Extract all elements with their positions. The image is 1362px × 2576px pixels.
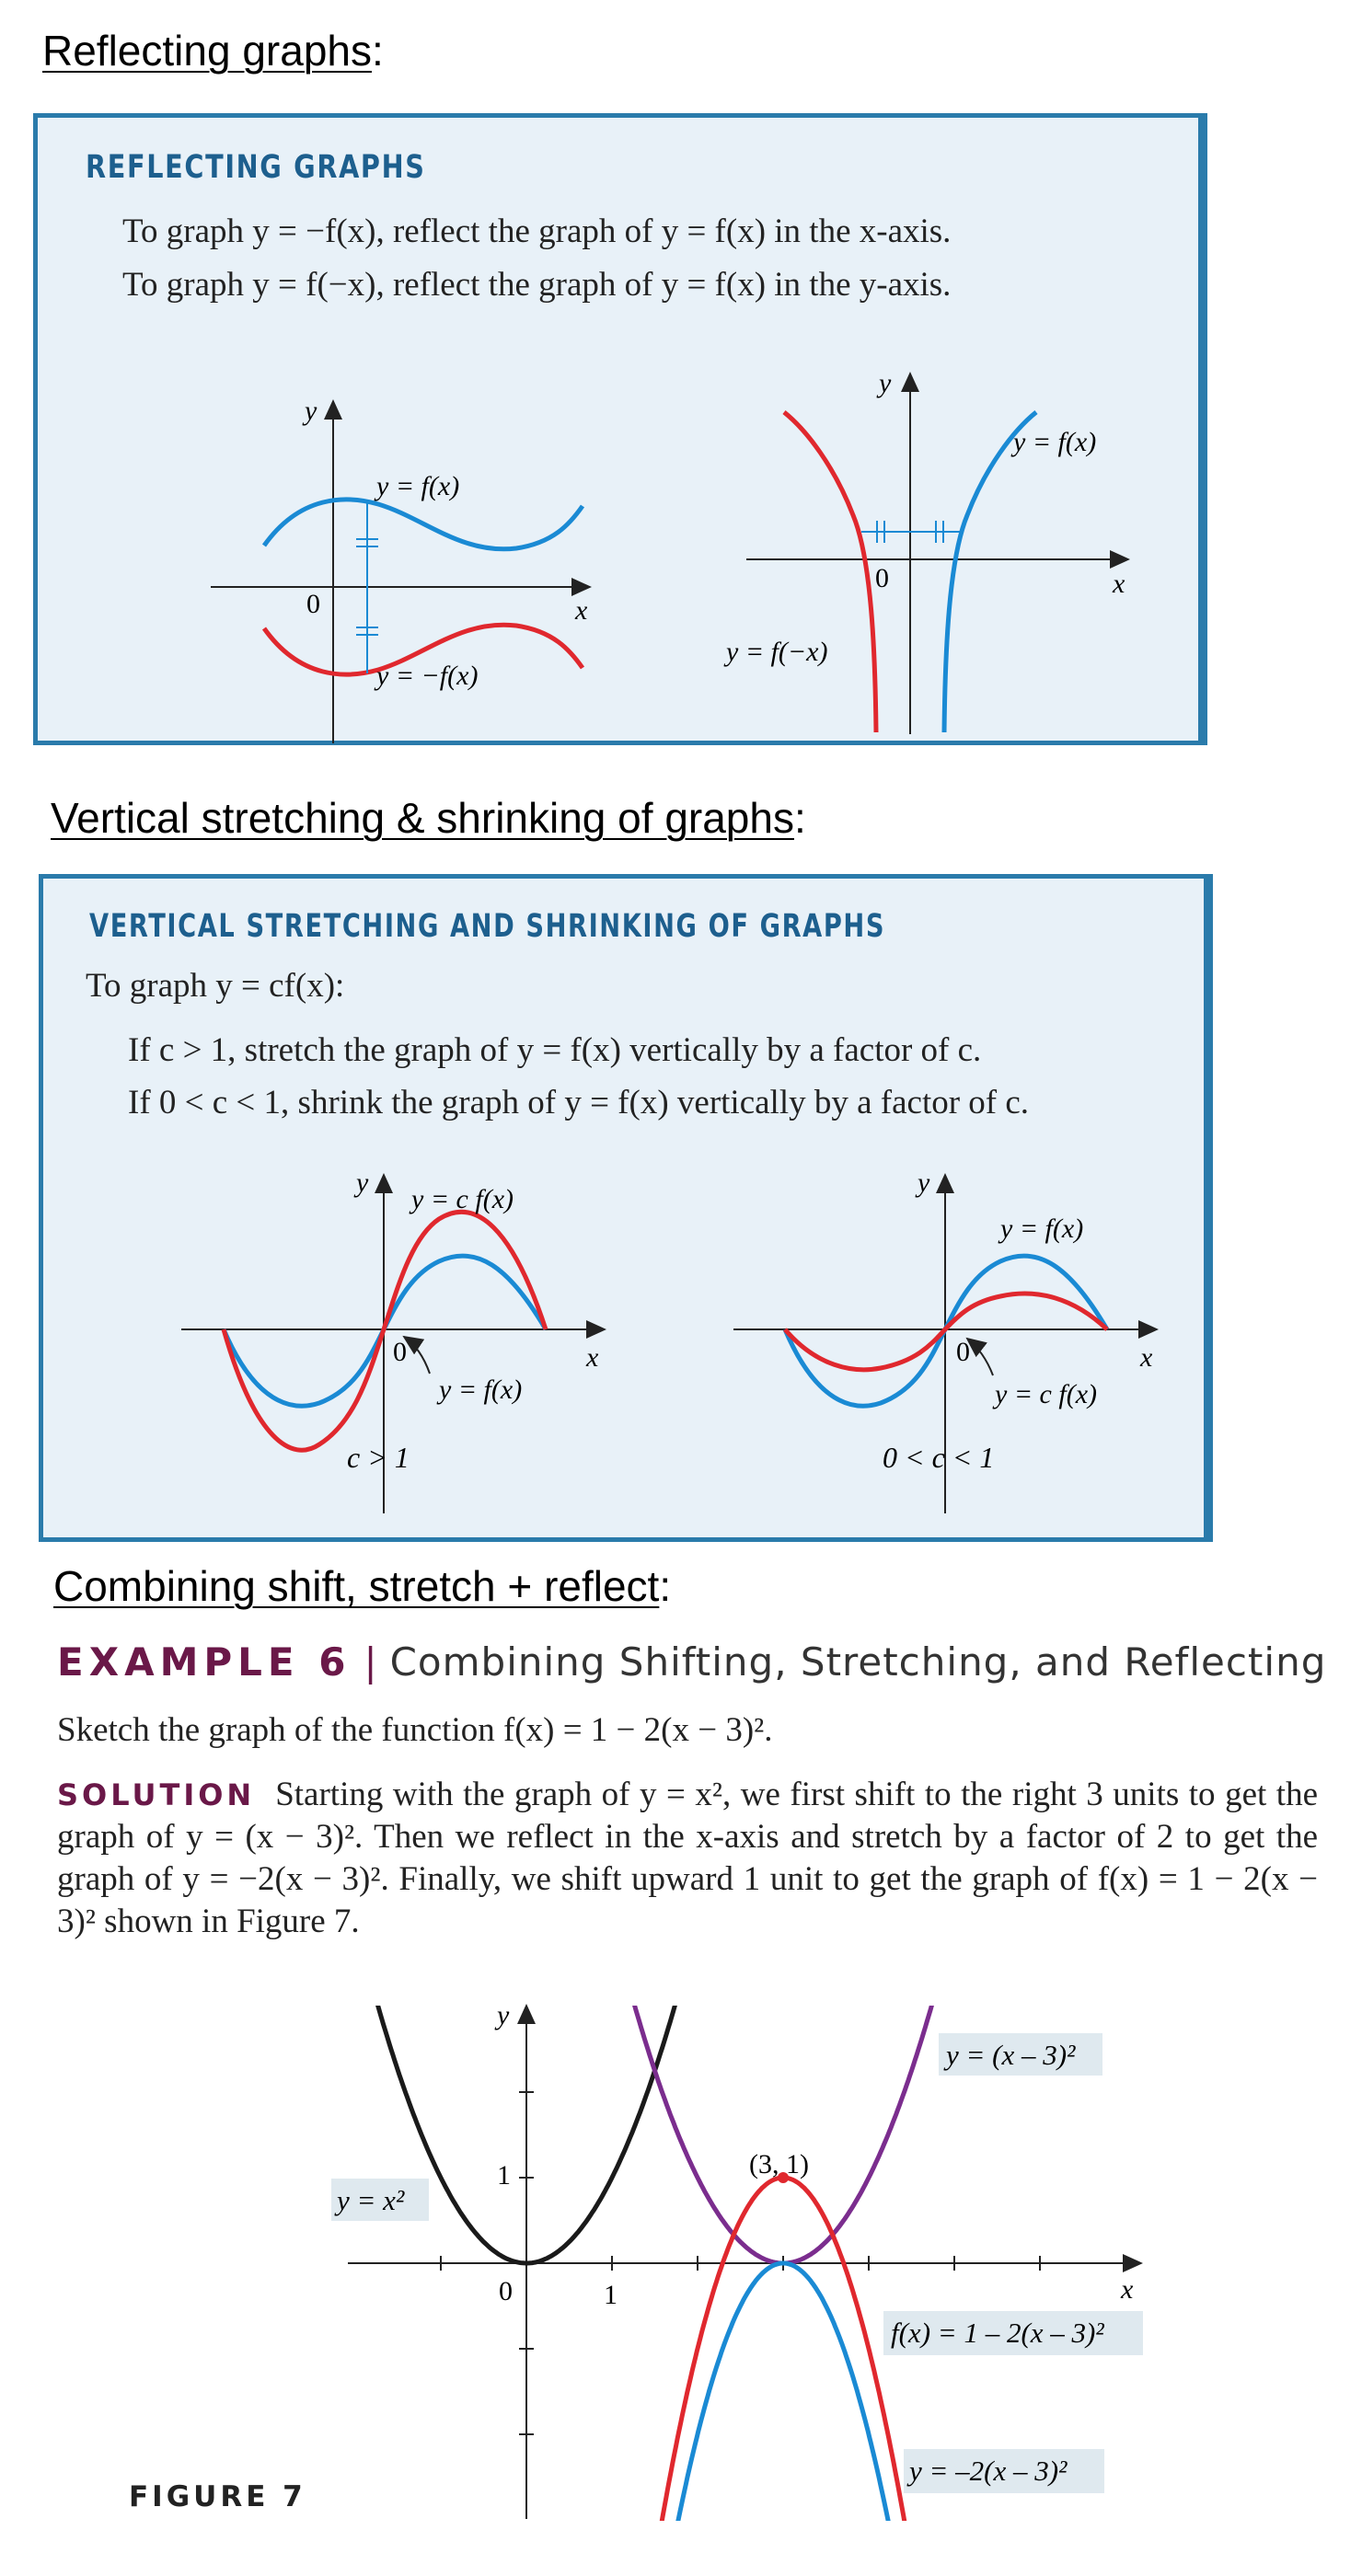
stretch-figures xyxy=(43,1136,1205,1541)
figure-7 xyxy=(0,1978,1362,2530)
left-fx-label: y = f(x) xyxy=(376,471,460,501)
sl-top-label: y = c f(x) xyxy=(411,1184,514,1214)
stretch-rule-1: If c > 1, stretch the graph of y = f(x) vertically by a factor of c. xyxy=(128,1031,982,1069)
right-x-label: x xyxy=(1113,569,1125,599)
label-parabola: y = x² xyxy=(337,2184,405,2216)
stretch-intro: To graph y = cf(x): xyxy=(86,967,345,1005)
heading-combining-text: Combining shift, stretch + reflect xyxy=(53,1562,660,1610)
stretching-box-title: VERTICAL STRETCHING AND SHRINKING OF GRAPHS xyxy=(89,908,886,945)
left-x-label: x xyxy=(575,595,588,626)
solution-text: Starting with the graph of y = x², we first shift to the right 3 units to get the graph of y = (x − 3)². Then we reflect in the x-axis and stretch by a factor of 2 to get the graph of y = −2(x − 3)². Finally, we shift upward 1 unit to get the graph of f(x) = 1 − 2(x − 3)² shown in Figure 7. xyxy=(57,1776,1318,1940)
left-y-label: y xyxy=(305,396,317,426)
left-origin-label: 0 xyxy=(306,589,320,619)
right-f-negx-label: y = f(−x) xyxy=(726,637,828,667)
heading-reflecting-text: Reflecting graphs xyxy=(42,27,372,75)
example-separator: | xyxy=(364,1639,377,1685)
right-fx-label: y = f(x) xyxy=(1013,427,1097,457)
right-f-negx-curve xyxy=(784,412,876,732)
heading-combining xyxy=(53,1561,671,1611)
fig7-tick-x-1: 1 xyxy=(604,2280,618,2310)
fig7-y-label: y xyxy=(497,2000,510,2030)
sl-caption: c > 1 xyxy=(347,1441,410,1474)
heading-stretching xyxy=(51,793,806,843)
label-shifted: y = (x – 3)² xyxy=(946,2039,1076,2071)
heading-reflecting xyxy=(42,26,384,75)
heading-colon: : xyxy=(793,794,806,842)
label-reflected: y = –2(x – 3)² xyxy=(909,2455,1068,2487)
reflect-figures xyxy=(38,228,1199,743)
reflecting-graphs-box xyxy=(33,113,1207,745)
example-subtitle: Combining Shifting, Stretching, and Reflecting xyxy=(389,1639,1327,1685)
right-origin-label: 0 xyxy=(875,563,889,593)
sr-x-label: x xyxy=(1140,1342,1153,1373)
sr-origin-label: 0 xyxy=(956,1337,970,1367)
fig7-origin: 0 xyxy=(499,2276,513,2306)
stretch-rule-2: If 0 < c < 1, shrink the graph of y = f(x) vertically by a factor of c. xyxy=(128,1084,1030,1121)
right-y-label: y xyxy=(879,368,892,398)
sr-y-label: y xyxy=(918,1167,930,1198)
figure-7-label: FIGURE 7 xyxy=(129,2480,306,2513)
sr-top-label: y = f(x) xyxy=(1000,1213,1084,1244)
solution-label: SOLUTION xyxy=(57,1777,256,1812)
heading-stretching-text: Vertical stretching & shrinking of graphs xyxy=(51,794,794,842)
example-solution xyxy=(57,1774,1318,1943)
reflect-rule-2: To graph y = f(−x), reflect the graph of y = f(x) in the y-axis. xyxy=(122,266,952,304)
sr-bottom-label: y = c f(x) xyxy=(995,1379,1098,1409)
stretching-box xyxy=(39,874,1213,1542)
vertex-label: (3, 1) xyxy=(749,2149,809,2179)
reflecting-box-title: REFLECTING GRAPHS xyxy=(86,149,426,186)
fig7-x-label: x xyxy=(1121,2274,1134,2305)
reflect-rule-1: To graph y = −f(x), reflect the graph of y = f(x) in the x-axis. xyxy=(122,213,952,250)
left-neg-fx-label: y = −f(x) xyxy=(376,661,479,691)
example-prompt: Sketch the graph of the function f(x) = 1 − 2(x − 3)². xyxy=(57,1711,773,1749)
fig7-tick-y-1: 1 xyxy=(497,2160,511,2191)
sl-origin-label: 0 xyxy=(393,1337,407,1367)
right-fx-curve xyxy=(944,412,1036,732)
sl-y-label: y xyxy=(356,1167,369,1198)
heading-colon: : xyxy=(371,27,384,75)
sl-x-label: x xyxy=(586,1342,599,1373)
example-title xyxy=(57,1639,1326,1685)
sl-bottom-label: y = f(x) xyxy=(439,1374,523,1405)
label-final: f(x) = 1 – 2(x – 3)² xyxy=(891,2317,1104,2349)
example-label: EXAMPLE 6 xyxy=(57,1639,352,1685)
sr-caption: 0 < c < 1 xyxy=(883,1441,995,1474)
heading-colon: : xyxy=(659,1562,672,1610)
left-fx-curve xyxy=(264,500,583,549)
